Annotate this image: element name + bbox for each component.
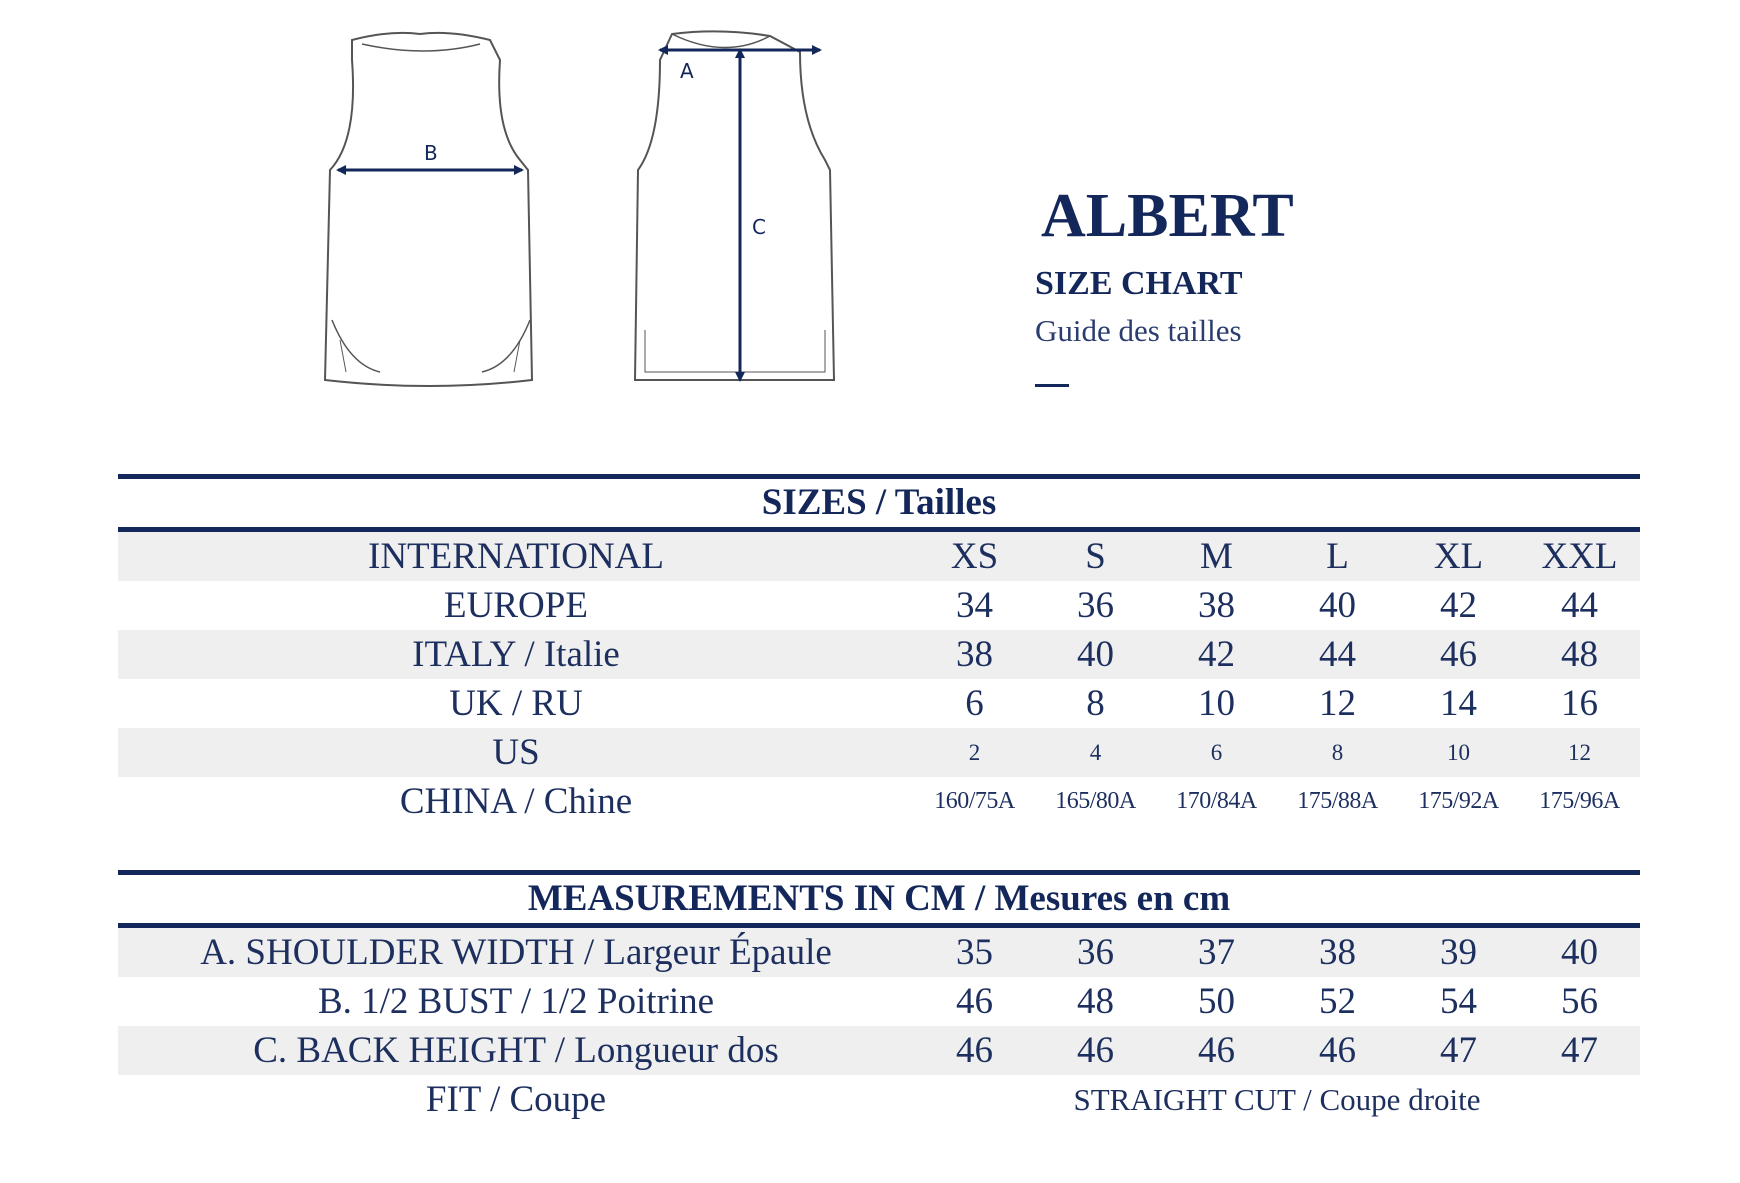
product-name: ALBERT bbox=[1041, 182, 1294, 250]
measurements-heading: MEASUREMENTS IN CM / Mesures en cm bbox=[527, 878, 1231, 919]
row-label: INTERNATIONAL bbox=[368, 536, 664, 577]
table-cell: 12 bbox=[1568, 739, 1591, 765]
table-cell: 44 bbox=[1319, 634, 1356, 675]
back-vest-icon bbox=[635, 31, 834, 380]
table-cell: 42 bbox=[1198, 634, 1235, 675]
row-label: EUROPE bbox=[444, 585, 588, 626]
table-cell: 36 bbox=[1077, 585, 1114, 626]
table-cell: 39 bbox=[1440, 932, 1477, 973]
table-row bbox=[118, 532, 1640, 581]
label-c: C bbox=[752, 215, 766, 239]
table-cell: 52 bbox=[1319, 981, 1356, 1022]
sizes-heading: SIZES / Tailles bbox=[761, 482, 997, 523]
row-label: C. BACK HEIGHT / Longueur dos bbox=[253, 1030, 779, 1071]
table-cell: 14 bbox=[1440, 683, 1477, 724]
table-cell: 160/75A bbox=[934, 788, 1015, 814]
label-b: B bbox=[424, 141, 438, 165]
table-cell: 38 bbox=[956, 634, 993, 675]
table-cell: 10 bbox=[1447, 739, 1470, 765]
table-cell: 47 bbox=[1561, 1030, 1598, 1071]
row-label: B. 1/2 BUST / 1/2 Poitrine bbox=[317, 981, 715, 1022]
table-cell: 48 bbox=[1561, 634, 1598, 675]
table-cell: 175/96A bbox=[1539, 788, 1620, 814]
table-cell: 170/84A bbox=[1176, 788, 1257, 814]
table-cell: 35 bbox=[956, 932, 993, 973]
table-cell: XS bbox=[950, 536, 999, 577]
table-cell: 44 bbox=[1561, 585, 1598, 626]
table-cell: 42 bbox=[1440, 585, 1477, 626]
front-vest-icon bbox=[325, 33, 532, 386]
garment-diagram bbox=[300, 20, 900, 400]
table-cell: 47 bbox=[1440, 1030, 1477, 1071]
table-cell: 50 bbox=[1198, 981, 1235, 1022]
fit-value: STRAIGHT CUT / Coupe droite bbox=[1073, 1081, 1481, 1117]
table-cell: 36 bbox=[1077, 932, 1114, 973]
table-cell: 46 bbox=[956, 981, 993, 1022]
table-row bbox=[118, 777, 1640, 826]
table-cell: 46 bbox=[1319, 1030, 1356, 1071]
table-cell: 37 bbox=[1198, 932, 1235, 973]
table-cell: 46 bbox=[1198, 1030, 1235, 1071]
table-cell: S bbox=[1085, 536, 1106, 577]
table-cell: 46 bbox=[956, 1030, 993, 1071]
size-chart-title: SIZE CHART bbox=[1035, 265, 1243, 302]
table-cell: 175/92A bbox=[1418, 788, 1499, 814]
table-cell: XXL bbox=[1541, 536, 1618, 577]
table-cell: 40 bbox=[1319, 585, 1356, 626]
row-label: UK / RU bbox=[449, 683, 583, 724]
table-cell: 10 bbox=[1198, 683, 1235, 724]
table-cell: 48 bbox=[1077, 981, 1114, 1022]
table-cell: 38 bbox=[1198, 585, 1235, 626]
size-chart-title-fr: Guide des tailles bbox=[1035, 313, 1242, 348]
row-label: CHINA / Chine bbox=[399, 781, 633, 822]
table-cell: 4 bbox=[1089, 739, 1102, 765]
table-cell: 56 bbox=[1561, 981, 1598, 1022]
row-label: ITALY / Italie bbox=[412, 634, 620, 675]
table-cell: M bbox=[1200, 536, 1233, 577]
table-cell: 2 bbox=[968, 739, 981, 765]
table-cell: 165/80A bbox=[1055, 788, 1136, 814]
table-cell: 46 bbox=[1440, 634, 1477, 675]
table-cell: 34 bbox=[956, 585, 993, 626]
table-row bbox=[118, 728, 1640, 777]
measurements-table bbox=[118, 870, 1640, 1124]
table-row bbox=[118, 630, 1640, 679]
table-row bbox=[118, 928, 1640, 977]
table-cell: 16 bbox=[1561, 683, 1598, 724]
table-row bbox=[118, 1026, 1640, 1075]
table-cell: 8 bbox=[1331, 739, 1344, 765]
table-cell: 175/88A bbox=[1297, 788, 1378, 814]
table-cell: 6 bbox=[965, 683, 984, 724]
row-label: A. SHOULDER WIDTH / Largeur Épaule bbox=[200, 932, 832, 973]
table-cell: 40 bbox=[1561, 932, 1598, 973]
table-cell: 46 bbox=[1077, 1030, 1114, 1071]
table-row bbox=[118, 977, 1640, 1026]
fit-row bbox=[118, 1075, 1640, 1124]
label-a: A bbox=[680, 59, 694, 83]
title-block bbox=[1035, 182, 1294, 387]
table-cell: 40 bbox=[1077, 634, 1114, 675]
row-label: US bbox=[492, 732, 540, 773]
table-row bbox=[118, 581, 1640, 630]
table-cell: 54 bbox=[1440, 981, 1477, 1022]
sizes-table bbox=[118, 474, 1640, 826]
table-cell: 38 bbox=[1319, 932, 1356, 973]
table-cell: L bbox=[1326, 536, 1349, 577]
table-cell: XL bbox=[1433, 536, 1484, 577]
table-cell: 6 bbox=[1210, 739, 1223, 765]
table-cell: 8 bbox=[1086, 683, 1105, 724]
fit-label: FIT / Coupe bbox=[425, 1079, 607, 1120]
table-cell: 12 bbox=[1319, 683, 1356, 724]
title-dash bbox=[1035, 384, 1069, 387]
table-row bbox=[118, 679, 1640, 728]
